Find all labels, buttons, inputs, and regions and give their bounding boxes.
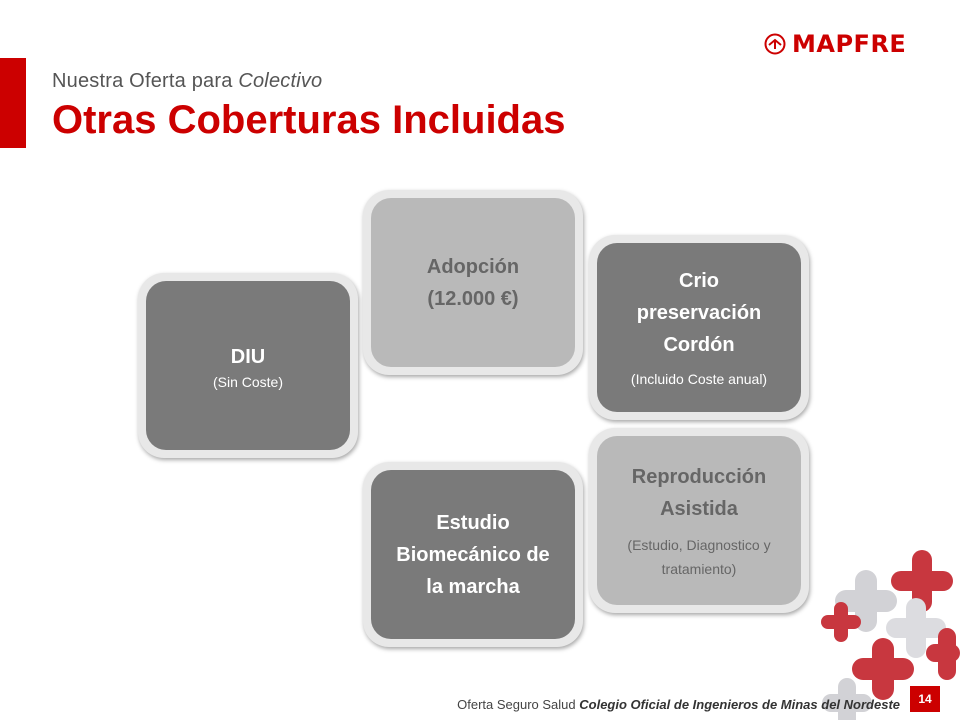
tile-estudio-line3: la marcha xyxy=(426,575,520,598)
tile-diu-title: DIU xyxy=(230,345,266,368)
tile-adopcion-line2: (12.000 €) xyxy=(427,287,519,310)
mapfre-logo xyxy=(764,30,906,58)
tile-diu xyxy=(138,273,358,458)
tile-diu-content xyxy=(146,281,350,450)
tile-adopcion-line1: Adopción xyxy=(426,255,520,278)
tile-reproduccion xyxy=(589,428,809,613)
tile-reproduccion-line2: Asistida xyxy=(660,497,738,520)
tile-reproduccion-sub1: (Estudio, Diagnostico y xyxy=(627,536,771,553)
tile-crio-line2: preservación xyxy=(636,301,762,324)
tile-estudio-content xyxy=(371,470,575,639)
tile-estudio-line2: Biomecánico de xyxy=(396,543,550,566)
tile-crio-line1: Crio xyxy=(679,269,719,292)
tile-crio xyxy=(589,235,809,420)
footer-text xyxy=(457,697,900,712)
tile-crio-line3: Cordón xyxy=(663,333,735,356)
tile-reproduccion-line1: Reproducción xyxy=(631,465,767,488)
tile-estudio xyxy=(363,462,583,647)
subtitle-italic: Colectivo xyxy=(238,70,323,92)
tile-reproduccion-content xyxy=(597,436,801,605)
title-accent-bar xyxy=(0,58,26,148)
subtitle-prefix: Nuestra Oferta para xyxy=(52,70,233,92)
tile-crio-content xyxy=(597,243,801,412)
logo-text: MAPFRE xyxy=(792,30,907,58)
tile-diu-subtitle: (Sin Coste) xyxy=(212,373,284,390)
tile-adopcion xyxy=(363,190,583,375)
footer-prefix: Oferta Seguro Salud xyxy=(457,697,576,712)
tile-reproduccion-sub2: tratamiento) xyxy=(661,560,737,577)
footer-organization: Colegio Oficial de Ingenieros de Minas del Nordeste xyxy=(579,697,900,712)
slide-subtitle xyxy=(52,70,322,93)
tile-estudio-line1: Estudio xyxy=(436,511,510,534)
page-number: 14 xyxy=(910,686,940,712)
slide-title: Otras Coberturas Incluidas xyxy=(52,98,566,142)
tile-adopcion-content xyxy=(371,198,575,367)
mapfre-emblem-icon xyxy=(764,33,786,55)
tile-crio-subtitle: (Incluido Coste anual) xyxy=(630,370,768,387)
cross-red-medium-icon xyxy=(852,638,914,700)
